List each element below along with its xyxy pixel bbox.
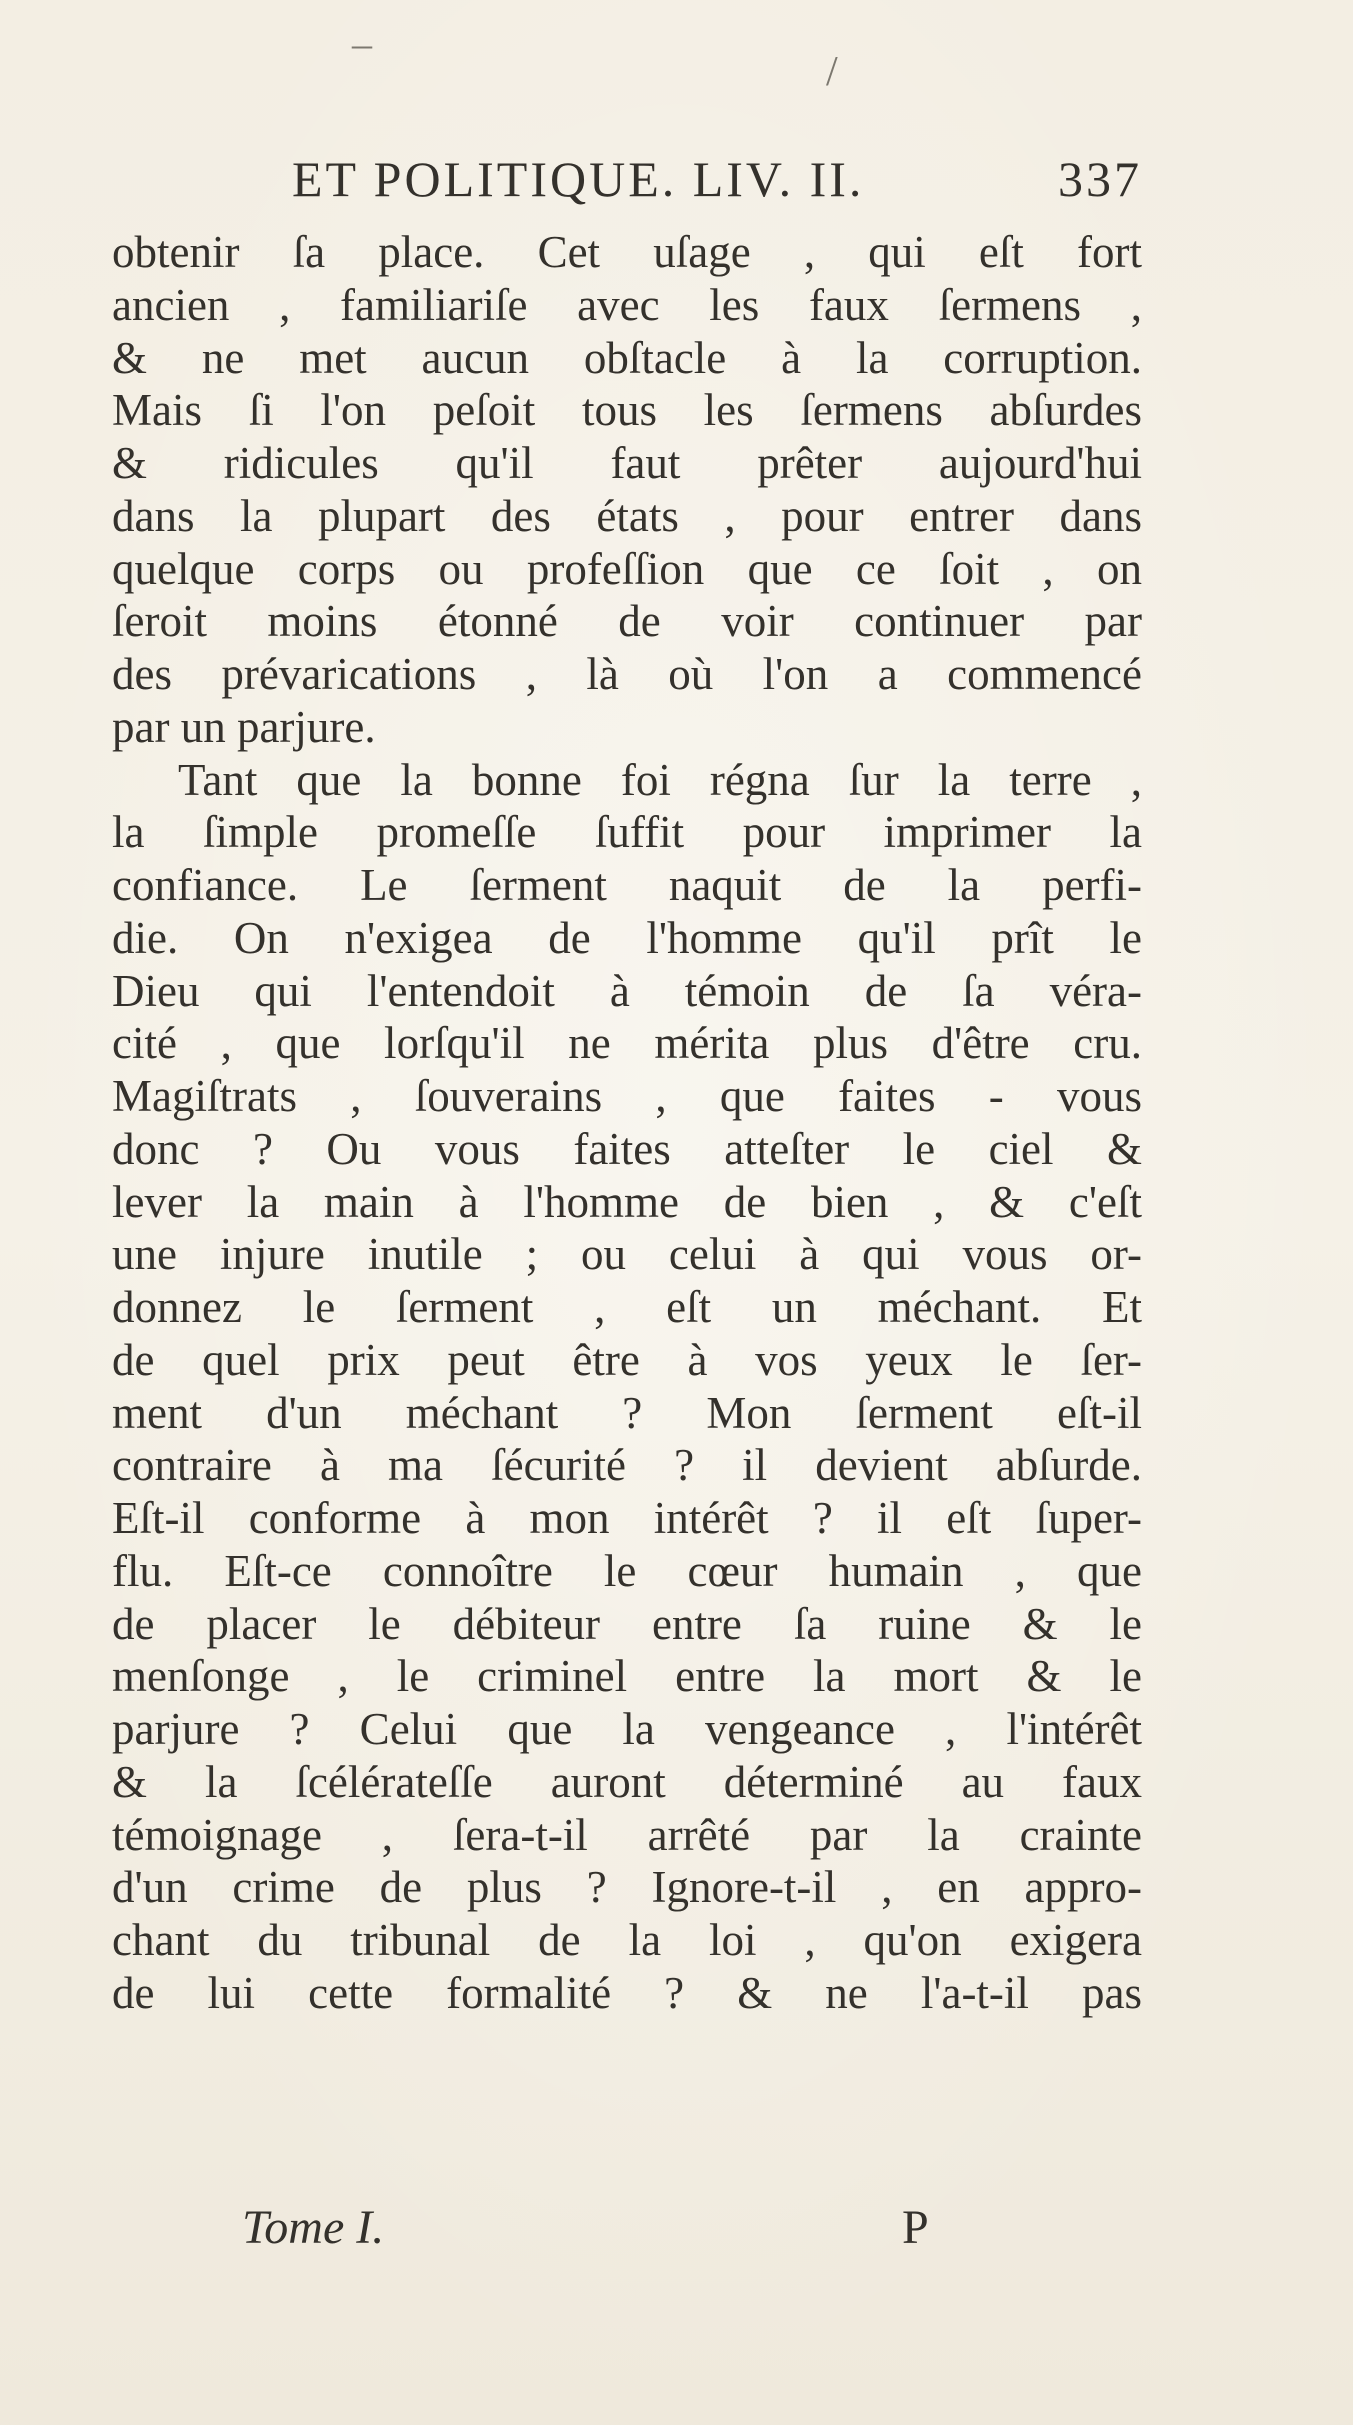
text-line: contraire à ma ſécurité ? il devient abſurde.	[112, 1440, 1142, 1491]
body-text	[112, 226, 1142, 2020]
text-line: dans la plupart des états , pour entrer dans	[112, 490, 1142, 541]
text-line: Eſt-il conforme à mon intérêt ? il eſt ſuper-	[112, 1493, 1142, 1543]
text-line: lever la main à l'homme de bien , & c'eſt	[112, 1176, 1142, 1227]
text-line: chant du tribunal de la loi , qu'on exigera	[112, 1915, 1142, 1965]
text-line: menſonge , le criminel entre la mort & le	[112, 1651, 1142, 1702]
signature-mark: P	[902, 2201, 929, 2254]
running-head-title: ET POLITIQUE. LIV. II.	[292, 151, 865, 207]
text-line: & ridicules qu'il faut prêter aujourd'hui	[112, 438, 1142, 488]
text-line: flu. Eſt-ce connoître le cœur humain , que	[112, 1545, 1142, 1596]
text-line: de lui cette formalité ? & ne l'a-t-il pas	[112, 1967, 1142, 2018]
volume-label: Tome I.	[242, 2201, 385, 2254]
running-head	[292, 150, 1142, 210]
text-line: ſeroit moins étonné de voir continuer par	[112, 596, 1142, 647]
text-line: ment d'un méchant ? Mon ſerment eſt-il	[112, 1387, 1142, 1438]
margin-slash-mark: /	[826, 49, 838, 95]
text-line: témoignage , ſera-t-il arrêté par la crainte	[112, 1809, 1142, 1860]
margin-dash-mark: –	[352, 21, 372, 66]
text-line: par un parjure.	[112, 701, 376, 752]
text-line: de placer le débiteur entre ſa ruine & le	[112, 1598, 1142, 1649]
text-line: de quel prix peut être à vos yeux le ſer-	[112, 1334, 1142, 1385]
text-line: parjure ? Celui que la vengeance , l'intérêt	[112, 1704, 1142, 1754]
text-line: Tant que la bonne foi régna ſur la terre ,	[178, 754, 1142, 805]
text-line: des prévarications , là où l'on a commencé	[112, 649, 1142, 699]
paragraph	[112, 754, 1142, 2020]
text-line: die. On n'exigea de l'homme qu'il prît le	[112, 912, 1142, 963]
page-number: 337	[1058, 151, 1142, 207]
text-line: obtenir ſa place. Cet uſage , qui eſt fort	[112, 227, 1142, 277]
text-line: confiance. Le ſerment naquit de la perfi-	[112, 860, 1142, 910]
text-line: Dieu qui l'entendoit à témoin de ſa véra-	[112, 965, 1142, 1016]
text-line: & la ſcélérateſſe auront déterminé au faux	[112, 1756, 1142, 1807]
paragraph	[112, 226, 1142, 754]
page-footer	[242, 2200, 942, 2260]
text-line: la ſimple promeſſe ſuffit pour imprimer la	[112, 807, 1142, 858]
text-line: ancien , familiariſe avec les faux ſermens ,	[112, 279, 1142, 330]
text-line: quelque corps ou profeſſion que ce ſoit , on	[112, 543, 1142, 594]
text-line: donc ? Ou vous faites atteſter le ciel &	[112, 1123, 1142, 1174]
text-line: Mais ſi l'on peſoit tous les ſermens abſurdes	[112, 385, 1142, 436]
text-line: & ne met aucun obſtacle à la corruption.	[112, 332, 1142, 383]
text-line: d'un crime de plus ? Ignore-t-il , en appro-	[112, 1862, 1142, 1913]
text-line: Magiſtrats , ſouverains , que faites - vous	[112, 1071, 1142, 1121]
text-line: cité , que lorſqu'il ne mérita plus d'être cru.	[112, 1018, 1142, 1069]
text-line: une injure inutile ; ou celui à qui vous or-	[112, 1229, 1142, 1280]
text-line: donnez le ſerment , eſt un méchant. Et	[112, 1282, 1142, 1332]
